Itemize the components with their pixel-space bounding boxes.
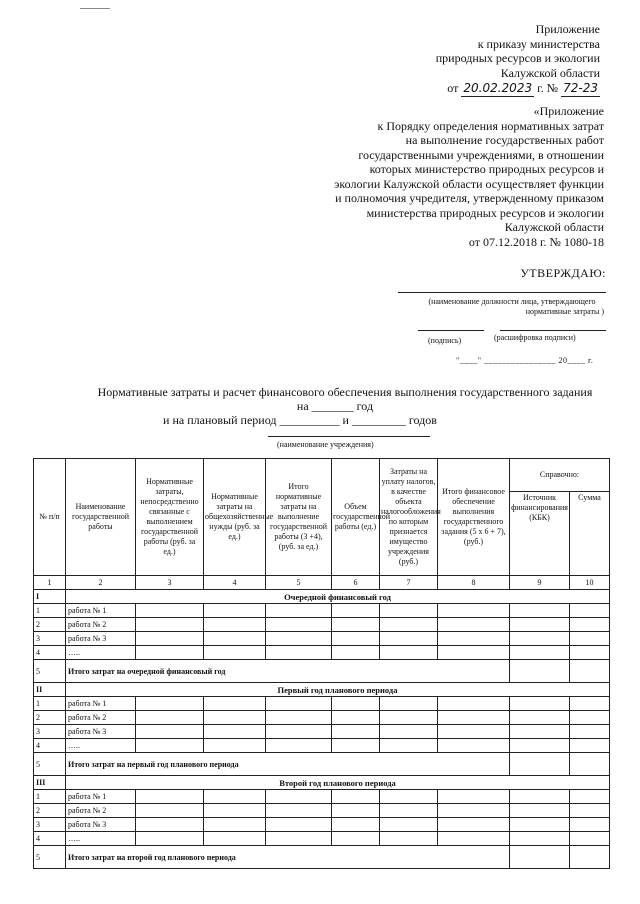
row-number: 5 — [34, 660, 66, 683]
position-hint-line-1: (наименование должности лица, утверждающего — [428, 297, 596, 306]
doc-title-line-2: на _______ год — [296, 399, 374, 413]
row-number: 2 — [34, 711, 66, 725]
row-number: 1 — [34, 604, 66, 618]
header-col-2: Наименование государственной работы — [66, 459, 136, 576]
row-number: 2 — [34, 618, 66, 632]
section-roman: II — [34, 683, 66, 697]
col-number: 7 — [380, 576, 438, 590]
annex-line: природных ресурсов и экологии — [435, 51, 600, 65]
scan-edge-mark — [80, 8, 110, 9]
row-number: 1 — [34, 697, 66, 711]
total-label: Итого затрат на очередной финансовый год — [66, 660, 510, 683]
order-annex-line: министерства природных ресурсов и экологии — [366, 205, 604, 220]
col-number: 3 — [136, 576, 204, 590]
header-col-5: Итого нормативные затраты на выполнение государственной работы (3 +4), (руб. за ед.) — [266, 459, 332, 576]
header-col-4: Нормативные затраты на общехозяйственные нужды (руб. за ед.) — [204, 459, 266, 576]
order-annex-line: к Порядку определения нормативных затрат — [377, 118, 604, 133]
row-number: 1 — [34, 790, 66, 804]
header-col-7: Затраты на уплату налогов, в качестве объекта налогообложения по которым признается имущество учреждения (руб.) — [380, 459, 438, 576]
total-row — [34, 846, 610, 869]
order-annex-line: государственными учреждениями, в отношении — [358, 147, 604, 162]
section-roman: I — [34, 590, 66, 604]
work-name: ….. — [66, 646, 136, 660]
approval-title: УТВЕРЖДАЮ: — [520, 266, 606, 280]
approval-date-line: "____" ________________ 20____ г. — [456, 356, 594, 365]
annex-line: Калужской области — [500, 65, 600, 80]
annex-number-handwritten: 72-23 — [563, 81, 598, 95]
table-row — [34, 739, 610, 753]
order-annex-line: от 07.12.2018 г. № 1080-18 — [468, 234, 604, 249]
section-header-row — [34, 683, 610, 697]
annex-date-handwritten: 20.02.2023 — [463, 81, 533, 95]
row-number: 5 — [34, 846, 66, 869]
doc-title — [40, 385, 620, 427]
order-annex-line: на выполнение государственных работ — [405, 133, 604, 147]
total-label: Итого затрат на первый год планового периода — [66, 753, 510, 776]
row-number: 4 — [34, 646, 66, 660]
header-row-top — [34, 459, 610, 492]
work-name: ….. — [66, 739, 136, 753]
cost-table — [33, 458, 610, 869]
row-number: 4 — [34, 832, 66, 846]
table-row — [34, 832, 610, 846]
section-header-row — [34, 776, 610, 790]
column-numbers-row — [34, 576, 610, 590]
header-col-9: Источник финансирования (КБК) — [510, 492, 570, 576]
header-reference: Справочно: — [510, 459, 610, 492]
table-row — [34, 618, 610, 632]
decoding-hint: (расшифровка подписи) — [494, 333, 576, 342]
doc-title-line-1: Нормативные затраты и расчет финансового обеспечения выполнения государственного задания — [97, 385, 593, 399]
order-annex-line: и полномочия учредителя, утвержденному приказом — [335, 191, 604, 205]
col-number: 8 — [438, 576, 510, 590]
section-roman: III — [34, 776, 66, 790]
table-row — [34, 804, 610, 818]
col-number: 4 — [204, 576, 266, 590]
work-name: работа № 3 — [66, 725, 136, 739]
work-name: работа № 2 — [66, 711, 136, 725]
col-number: 2 — [66, 576, 136, 590]
header-col-10: Сумма — [570, 492, 610, 576]
col-number: 1 — [34, 576, 66, 590]
decoding-line — [500, 330, 606, 331]
col-number: 10 — [570, 576, 610, 590]
position-hint — [412, 297, 612, 317]
order-annex-line: которых министерство природных ресурсов и — [369, 162, 604, 176]
annex-line: к приказу министерства — [477, 36, 600, 51]
work-name: работа № 3 — [66, 632, 136, 646]
row-number: 2 — [34, 804, 66, 818]
order-annex-line: «Приложение — [533, 104, 604, 118]
total-row — [34, 660, 610, 683]
table-row — [34, 697, 610, 711]
table-row — [34, 790, 610, 804]
work-name: ….. — [66, 832, 136, 846]
work-name: работа № 1 — [66, 604, 136, 618]
institution-line — [268, 436, 430, 437]
section-title: Первый год планового периода — [66, 683, 610, 697]
work-name: работа № 1 — [66, 790, 136, 804]
annex-date-line — [300, 81, 600, 97]
section-title: Очередной финансовый год — [66, 590, 610, 604]
position-hint-line-2: нормативные затраты ) — [525, 307, 604, 316]
signature-line — [418, 330, 484, 331]
work-name: работа № 1 — [66, 697, 136, 711]
row-number: 3 — [34, 632, 66, 646]
table-row — [34, 646, 610, 660]
col-number: 5 — [266, 576, 332, 590]
institution-hint: (наименование учреждения) — [277, 440, 374, 449]
work-name: работа № 2 — [66, 804, 136, 818]
work-name: работа № 3 — [66, 818, 136, 832]
header-col-3: Нормативные затраты, непосредственно связанные с выполнением государственной работы (руб. за ед.) — [136, 459, 204, 576]
order-annex-line: Калужской области — [504, 220, 604, 234]
annex-number-prefix: г. № — [537, 81, 559, 95]
total-row — [34, 753, 610, 776]
table-row — [34, 604, 610, 618]
col-number: 6 — [332, 576, 380, 590]
section-title: Второй год планового периода — [66, 776, 610, 790]
table-row — [34, 711, 610, 725]
row-number: 5 — [34, 753, 66, 776]
section-header-row — [34, 590, 610, 604]
work-name: работа № 2 — [66, 618, 136, 632]
table-row — [34, 725, 610, 739]
table-row — [34, 632, 610, 646]
header-col-8: Итого финансовое обеспечение выполнения государственного задания (5 х 6 + 7), (руб.) — [438, 459, 510, 576]
signature-hint: (подпись) — [428, 336, 462, 345]
annex-date-prefix: от — [447, 81, 459, 95]
total-label: Итого затрат на второй год планового периода — [66, 846, 510, 869]
header-col-1: № п/п — [34, 459, 66, 576]
annex-block — [300, 22, 600, 97]
col-number: 9 — [510, 576, 570, 590]
row-number: 3 — [34, 818, 66, 832]
header-col-6: Объем государственной работы (ед.) — [332, 459, 380, 576]
table-row — [34, 818, 610, 832]
doc-title-line-3: и на плановый период __________ и _________ годов — [163, 413, 437, 427]
order-annex-block — [274, 104, 604, 249]
row-number: 3 — [34, 725, 66, 739]
order-annex-line: экологии Калужской области осуществляет функции — [334, 176, 604, 191]
position-line — [398, 292, 606, 293]
annex-line: Приложение — [535, 22, 600, 36]
row-number: 4 — [34, 739, 66, 753]
